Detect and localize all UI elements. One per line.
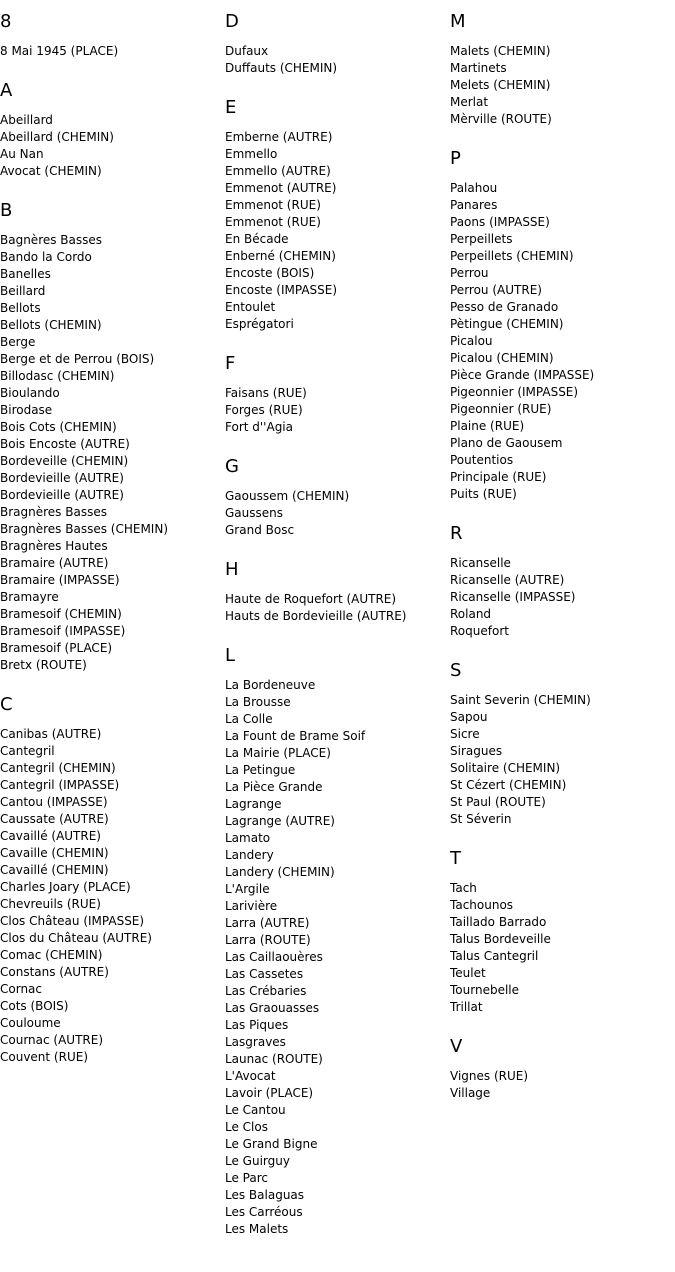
street-link[interactable]: Poutentios (450, 453, 514, 467)
letter-section (225, 10, 445, 77)
street-link[interactable]: Fort d''Agia (225, 420, 293, 434)
section-letter-heading: T (450, 848, 461, 869)
street-link[interactable]: Au Nan (0, 147, 44, 161)
street-link[interactable]: Picalou (CHEMIN) (450, 351, 554, 365)
index-column-2 (225, 10, 445, 1257)
section-letter-heading: A (0, 80, 13, 101)
section-letter-heading: E (225, 97, 237, 118)
street-link[interactable]: Martinets (450, 61, 507, 75)
street-link[interactable]: Les Balaguas (225, 1188, 305, 1202)
street-link[interactable]: Charles Joary (PLACE) (0, 880, 131, 894)
street-link[interactable]: Puits (RUE) (450, 487, 517, 501)
street-link[interactable]: Emmenot (RUE) (225, 198, 321, 212)
street-link[interactable]: Le Guirguy (225, 1154, 290, 1168)
street-link[interactable]: Saint Severin (CHEMIN) (450, 693, 591, 707)
street-link[interactable]: Vignes (RUE) (450, 1069, 529, 1083)
letter-section (225, 558, 445, 625)
section-letter-heading: M (450, 11, 466, 32)
street-link[interactable]: Bragnères Hautes (0, 539, 108, 553)
street-list (450, 180, 670, 503)
street-link[interactable]: Esprégatori (225, 317, 294, 331)
street-link[interactable]: Enberné (CHEMIN) (225, 249, 336, 263)
street-link[interactable]: Ricanselle (IMPASSE) (450, 590, 576, 604)
street-link[interactable]: Las Piques (225, 1018, 289, 1032)
street-link[interactable]: Bramesoif (PLACE) (0, 641, 113, 655)
street-link[interactable]: Abeillard (CHEMIN) (0, 130, 114, 144)
street-link[interactable]: La Brousse (225, 695, 291, 709)
street-link[interactable]: Ricanselle (450, 556, 511, 570)
section-letter-heading: R (450, 523, 463, 544)
street-link[interactable]: Bragnères Basses (CHEMIN) (0, 522, 168, 536)
street-link[interactable]: Tachounos (450, 898, 514, 912)
street-link[interactable]: La Bordeneuve (225, 678, 316, 692)
street-link[interactable]: Cantegril (0, 744, 55, 758)
street-link[interactable]: Perrou (450, 266, 489, 280)
street-link[interactable]: St Séverin (450, 812, 512, 826)
street-link[interactable]: Merlat (450, 95, 489, 109)
street-link[interactable]: Bordevieille (AUTRE) (0, 471, 124, 485)
street-link[interactable]: La Petingue (225, 763, 296, 777)
letter-section (450, 522, 670, 640)
letter-section (450, 10, 670, 128)
street-link[interactable]: La Pièce Grande (225, 780, 323, 794)
street-link[interactable]: Palahou (450, 181, 498, 195)
street-link[interactable]: La Fount de Brame Soif (225, 729, 366, 743)
street-link[interactable]: Encoste (IMPASSE) (225, 283, 338, 297)
street-link[interactable]: Lamato (225, 831, 271, 845)
street-link[interactable]: Pigeonnier (RUE) (450, 402, 552, 416)
section-letter-heading: C (0, 694, 13, 715)
street-link[interactable]: Encoste (BOIS) (225, 266, 315, 280)
street-link[interactable]: Bragnères Basses (0, 505, 107, 519)
street-link[interactable]: Larivière (225, 899, 278, 913)
street-link[interactable]: Emmenot (RUE) (225, 215, 321, 229)
street-link[interactable]: Les Carréous (225, 1205, 303, 1219)
letter-section (0, 79, 220, 180)
street-link[interactable]: Banelles (0, 267, 51, 281)
street-link[interactable]: Roquefort (450, 624, 509, 638)
street-link[interactable]: Comac (CHEMIN) (0, 948, 103, 962)
street-link[interactable]: Tach (450, 881, 477, 895)
street-link[interactable]: Solitaire (CHEMIN) (450, 761, 561, 775)
section-letter-heading: D (225, 11, 239, 32)
street-link[interactable]: Perpeillets (450, 232, 513, 246)
street-link[interactable]: Caussate (AUTRE) (0, 812, 109, 826)
street-list (0, 112, 220, 180)
section-letter-heading: P (450, 148, 461, 169)
street-link[interactable]: Pètingue (CHEMIN) (450, 317, 564, 331)
street-list (0, 43, 220, 60)
street-link[interactable]: Melets (CHEMIN) (450, 78, 551, 92)
street-link[interactable]: Bellots (CHEMIN) (0, 318, 102, 332)
street-link[interactable]: Taillado Barrado (450, 915, 547, 929)
street-link[interactable]: Larra (ROUTE) (225, 933, 311, 947)
street-link[interactable]: Cavaillé (CHEMIN) (0, 863, 109, 877)
street-link[interactable]: Pièce Grande (IMPASSE) (450, 368, 595, 382)
section-letter-heading: S (450, 660, 462, 681)
street-list (0, 726, 220, 1066)
street-link[interactable]: Lasgraves (225, 1035, 286, 1049)
street-link[interactable]: Principale (RUE) (450, 470, 547, 484)
street-link[interactable]: Plano de Gaousem (450, 436, 563, 450)
street-link[interactable]: Berge et de Perrou (BOIS) (0, 352, 155, 366)
street-link[interactable]: Panares (450, 198, 498, 212)
street-link[interactable]: Bramayre (0, 590, 59, 604)
letter-section (225, 96, 445, 333)
street-link[interactable]: Bagnères Basses (0, 233, 103, 247)
street-link[interactable]: Siragues (450, 744, 503, 758)
street-link[interactable]: Emberne (AUTRE) (225, 130, 333, 144)
street-link[interactable]: Las Cassetes (225, 967, 304, 981)
section-letter-heading: F (225, 353, 236, 374)
street-link[interactable]: Village (450, 1086, 491, 1100)
street-link[interactable]: Bramaire (AUTRE) (0, 556, 109, 570)
street-link[interactable]: Bando la Cordo (0, 250, 92, 264)
letter-section (0, 10, 220, 60)
section-letter-heading: G (225, 456, 239, 477)
street-link[interactable]: Landery (CHEMIN) (225, 865, 335, 879)
street-list (0, 232, 220, 674)
street-link[interactable]: La Mairie (PLACE) (225, 746, 331, 760)
street-list (225, 43, 445, 77)
street-list (450, 555, 670, 640)
street-list (450, 880, 670, 1016)
street-link[interactable]: Perpeillets (CHEMIN) (450, 249, 574, 263)
street-link[interactable]: Malets (CHEMIN) (450, 44, 551, 58)
street-link[interactable]: Talus Cantegril (450, 949, 539, 963)
index-column-1 (0, 10, 220, 1085)
street-link[interactable]: Bioulando (0, 386, 60, 400)
street-link[interactable]: Gaoussem (CHEMIN) (225, 489, 350, 503)
street-list (225, 385, 445, 436)
street-link[interactable]: St Paul (ROUTE) (450, 795, 546, 809)
street-link[interactable]: Haute de Roquefort (AUTRE) (225, 592, 397, 606)
street-link[interactable]: Landery (225, 848, 274, 862)
street-link[interactable]: Tournebelle (450, 983, 519, 997)
street-link[interactable]: Forges (RUE) (225, 403, 303, 417)
street-link[interactable]: L'Avocat (225, 1069, 276, 1083)
street-link[interactable]: Clos Château (IMPASSE) (0, 914, 145, 928)
street-link[interactable]: Cornac (0, 982, 42, 996)
street-link[interactable]: Chevreuils (RUE) (0, 897, 101, 911)
street-link[interactable]: Bois Encoste (AUTRE) (0, 437, 130, 451)
street-link[interactable]: Lagrange (AUTRE) (225, 814, 335, 828)
street-link[interactable]: Bramesoif (CHEMIN) (0, 607, 122, 621)
street-link[interactable]: Lavoir (PLACE) (225, 1086, 314, 1100)
street-link[interactable]: Las Caillaouères (225, 950, 323, 964)
section-letter-heading: B (0, 200, 13, 221)
street-link[interactable]: Sicre (450, 727, 480, 741)
street-link[interactable]: Cavaillé (AUTRE) (0, 829, 101, 843)
street-link[interactable]: Paons (IMPASSE) (450, 215, 550, 229)
letter-section (450, 847, 670, 1016)
street-link[interactable]: Picalou (450, 334, 493, 348)
street-link[interactable]: En Bécade (225, 232, 289, 246)
street-link[interactable]: Bordeveille (CHEMIN) (0, 454, 129, 468)
street-link[interactable]: Bordevieille (AUTRE) (0, 488, 124, 502)
street-link[interactable]: L'Argile (225, 882, 270, 896)
street-link[interactable]: 8 Mai 1945 (PLACE) (0, 44, 119, 58)
street-link[interactable]: Ricanselle (AUTRE) (450, 573, 565, 587)
street-link[interactable]: Billodasc (CHEMIN) (0, 369, 115, 383)
street-link[interactable]: Bellots (0, 301, 41, 315)
street-list (225, 488, 445, 539)
street-link[interactable]: Canibas (AUTRE) (0, 727, 102, 741)
street-link[interactable]: Duffauts (CHEMIN) (225, 61, 338, 75)
section-letter-heading: H (225, 559, 239, 580)
street-link[interactable]: Perrou (AUTRE) (450, 283, 542, 297)
street-link[interactable]: Entoulet (225, 300, 276, 314)
street-link[interactable]: Le Grand Bigne (225, 1137, 318, 1151)
street-link[interactable]: Cavaille (CHEMIN) (0, 846, 109, 860)
street-link[interactable]: Bramaire (IMPASSE) (0, 573, 120, 587)
street-link[interactable]: Clos du Château (AUTRE) (0, 931, 152, 945)
letter-section (450, 1035, 670, 1102)
street-link[interactable]: Lagrange (225, 797, 282, 811)
street-link[interactable]: Grand Bosc (225, 523, 295, 537)
street-link[interactable]: Abeillard (0, 113, 53, 127)
street-link[interactable]: Couloume (0, 1016, 61, 1030)
street-link[interactable]: Launac (ROUTE) (225, 1052, 323, 1066)
street-link[interactable]: Pesso de Granado (450, 300, 559, 314)
street-list (450, 1068, 670, 1102)
section-letter-heading: V (450, 1036, 463, 1057)
street-link[interactable]: Cantegril (CHEMIN) (0, 761, 116, 775)
street-link[interactable]: Roland (450, 607, 492, 621)
section-letter-heading: L (225, 645, 236, 666)
street-link[interactable]: Le Parc (225, 1171, 268, 1185)
street-link[interactable]: Larra (AUTRE) (225, 916, 310, 930)
street-link[interactable]: Bois Cots (CHEMIN) (0, 420, 117, 434)
street-link[interactable]: Trillat (450, 1000, 483, 1014)
street-link[interactable]: Constans (AUTRE) (0, 965, 109, 979)
street-link[interactable]: Birodase (0, 403, 53, 417)
street-link[interactable]: Couvent (RUE) (0, 1050, 89, 1064)
street-list (450, 43, 670, 128)
street-link[interactable]: Talus Bordeveille (450, 932, 551, 946)
street-link[interactable]: Sapou (450, 710, 488, 724)
street-link[interactable]: St Cézert (CHEMIN) (450, 778, 567, 792)
index-column-3 (450, 10, 670, 1121)
street-list (450, 692, 670, 828)
letter-section (225, 352, 445, 436)
street-link[interactable]: Les Malets (225, 1222, 289, 1236)
street-link[interactable]: Mèrville (ROUTE) (450, 112, 552, 126)
street-link[interactable]: La Colle (225, 712, 273, 726)
street-link[interactable]: Beillard (0, 284, 46, 298)
letter-section (0, 199, 220, 674)
street-link[interactable]: Cantegril (IMPASSE) (0, 778, 120, 792)
letter-section (225, 455, 445, 539)
street-link[interactable]: Emmello (225, 147, 278, 161)
street-link[interactable]: Berge (0, 335, 36, 349)
street-link[interactable]: Pigeonnier (IMPASSE) (450, 385, 579, 399)
street-link[interactable]: Las Crébaries (225, 984, 307, 998)
street-list (225, 591, 445, 625)
street-link[interactable]: Emmello (AUTRE) (225, 164, 331, 178)
street-link[interactable]: Cournac (AUTRE) (0, 1033, 104, 1047)
street-list (225, 129, 445, 333)
letter-section (225, 644, 445, 1238)
letter-section (450, 659, 670, 828)
section-letter-heading: 8 (0, 11, 12, 32)
street-link[interactable]: Gaussens (225, 506, 284, 520)
street-link[interactable]: Las Graouasses (225, 1001, 320, 1015)
street-link[interactable]: Bramesoif (IMPASSE) (0, 624, 126, 638)
street-link[interactable]: Bretx (ROUTE) (0, 658, 87, 672)
street-link[interactable]: Dufaux (225, 44, 269, 58)
street-link[interactable]: Plaine (RUE) (450, 419, 525, 433)
street-link[interactable]: Teulet (450, 966, 486, 980)
street-link[interactable]: Hauts de Bordevieille (AUTRE) (225, 609, 407, 623)
street-link[interactable]: Avocat (CHEMIN) (0, 164, 102, 178)
street-list (225, 677, 445, 1238)
letter-section (0, 693, 220, 1066)
street-link[interactable]: Cantou (IMPASSE) (0, 795, 108, 809)
street-link[interactable]: Emmenot (AUTRE) (225, 181, 337, 195)
street-link[interactable]: Cots (BOIS) (0, 999, 69, 1013)
street-link[interactable]: Faisans (RUE) (225, 386, 307, 400)
street-link[interactable]: Le Cantou (225, 1103, 286, 1117)
letter-section (450, 147, 670, 503)
street-link[interactable]: Le Clos (225, 1120, 268, 1134)
